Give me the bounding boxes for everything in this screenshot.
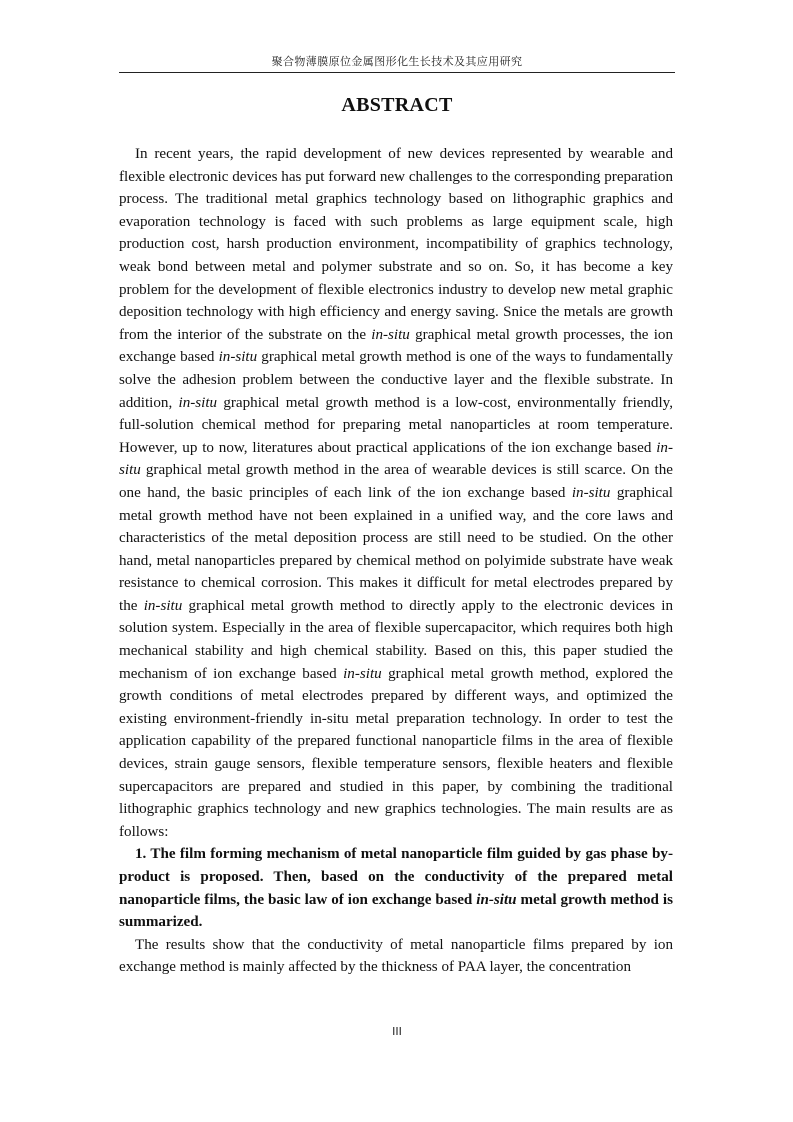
- text-segment: graphical metal growth method is one of the ways to fundamentally solve the adhesion problem between the conductive layer and the flexible substrate. In addition,: [119, 349, 673, 411]
- italic-term: in-situ: [143, 597, 183, 614]
- text-segment: graphical metal growth method to directly apply to the electronic devices in solution system. Especially in the area of flexible supercapacitor, which requires both high mechanical stability and high chemical stability. Based on this, this paper studied the mechanism of ion exchange based: [119, 597, 673, 682]
- italic-term: in-situ: [343, 665, 382, 682]
- italic-term: in-situ: [476, 891, 517, 908]
- page-title: ABSTRACT: [341, 94, 453, 116]
- text-segment: graphical metal growth method in the area of wearable devices is still scarce. On the one hand, the basic principles of each link of the ion exchange based: [119, 462, 673, 501]
- running-header: 聚合物薄膜原位金属图形化生长技术及其应用研究: [271, 55, 523, 68]
- text-segment: graphical metal growth method is a low-cost, environmentally friendly, full-solution chemical method for preparing metal nanoparticles at room temperature. However, up to now, literatures about practical applications of the ion exchange based: [119, 394, 674, 456]
- text-segment: graphical metal growth method, explored the growth conditions of metal electrodes prepared by different ways, and optimized the existing environment-friendly in-situ metal preparation technology. In order to test the application capability of the prepared functional nanoparticle films in the area of flexible devices, strain gauge sensors, flexible temperature sensors, flexible heaters and flexible supercapacitors are prepared and studied in this paper, by combining the traditional lithographic graphics technology and new graphics technologies. The main results are as follows:: [119, 665, 673, 840]
- header-rule: [119, 72, 675, 73]
- text-segment: In recent years, the rapid development of new devices represented by wearable and flexible electronic devices has put forward new challenges to the corresponding preparation process. The traditional metal graphics technology based on lithographic graphics and evaporation technology is faced with such problems as large equipment scale, high production cost, harsh production environment, incompatibility of graphics technology, weak bond between metal and polymer substrate and so on. So, it has become a key problem for the development of flexible electronics industry to develop new metal graphic deposition technology with high efficiency and energy saving. Snice the metals are growth from the interior of the substrate on the: [119, 146, 673, 343]
- page-number: III: [392, 1025, 402, 1038]
- italic-term: in-situ: [218, 349, 258, 366]
- paragraph-result-1-text: [119, 934, 673, 979]
- italic-term: in-situ: [371, 326, 410, 343]
- paragraph-intro: [119, 143, 673, 843]
- text-segment: The results show that the conductivity of metal nanoparticle films prepared by ion exchange method is mainly affected by the thickness of PAA layer, the concentration: [119, 936, 673, 976]
- text-segment: metal growth method is summarized.: [119, 891, 673, 931]
- italic-term: in-situ: [571, 484, 611, 501]
- text-segment: graphical metal growth method have not been explained in a unified way, and the core laws and characteristics of the metal deposition process are still need to be studied. On the other hand, metal nanoparticles prepared by chemical method on polyimide substrate have weak resistance to chemical corrosion. This makes it difficult for metal electrodes prepared by the: [119, 484, 673, 614]
- abstract-body: [119, 143, 673, 979]
- italic-term: in-situ: [178, 394, 218, 411]
- paragraph-result-1-heading: [119, 843, 673, 933]
- text-segment: 1. The film forming mechanism of metal nanoparticle film guided by gas phase by-product is proposed. Then, based on the conductivity of the prepared metal nanoparticle films, the basic law of ion exchange based: [119, 846, 673, 908]
- italic-term: in-situ: [119, 439, 673, 479]
- text-segment: graphical metal growth processes, the ion exchange based: [119, 326, 674, 366]
